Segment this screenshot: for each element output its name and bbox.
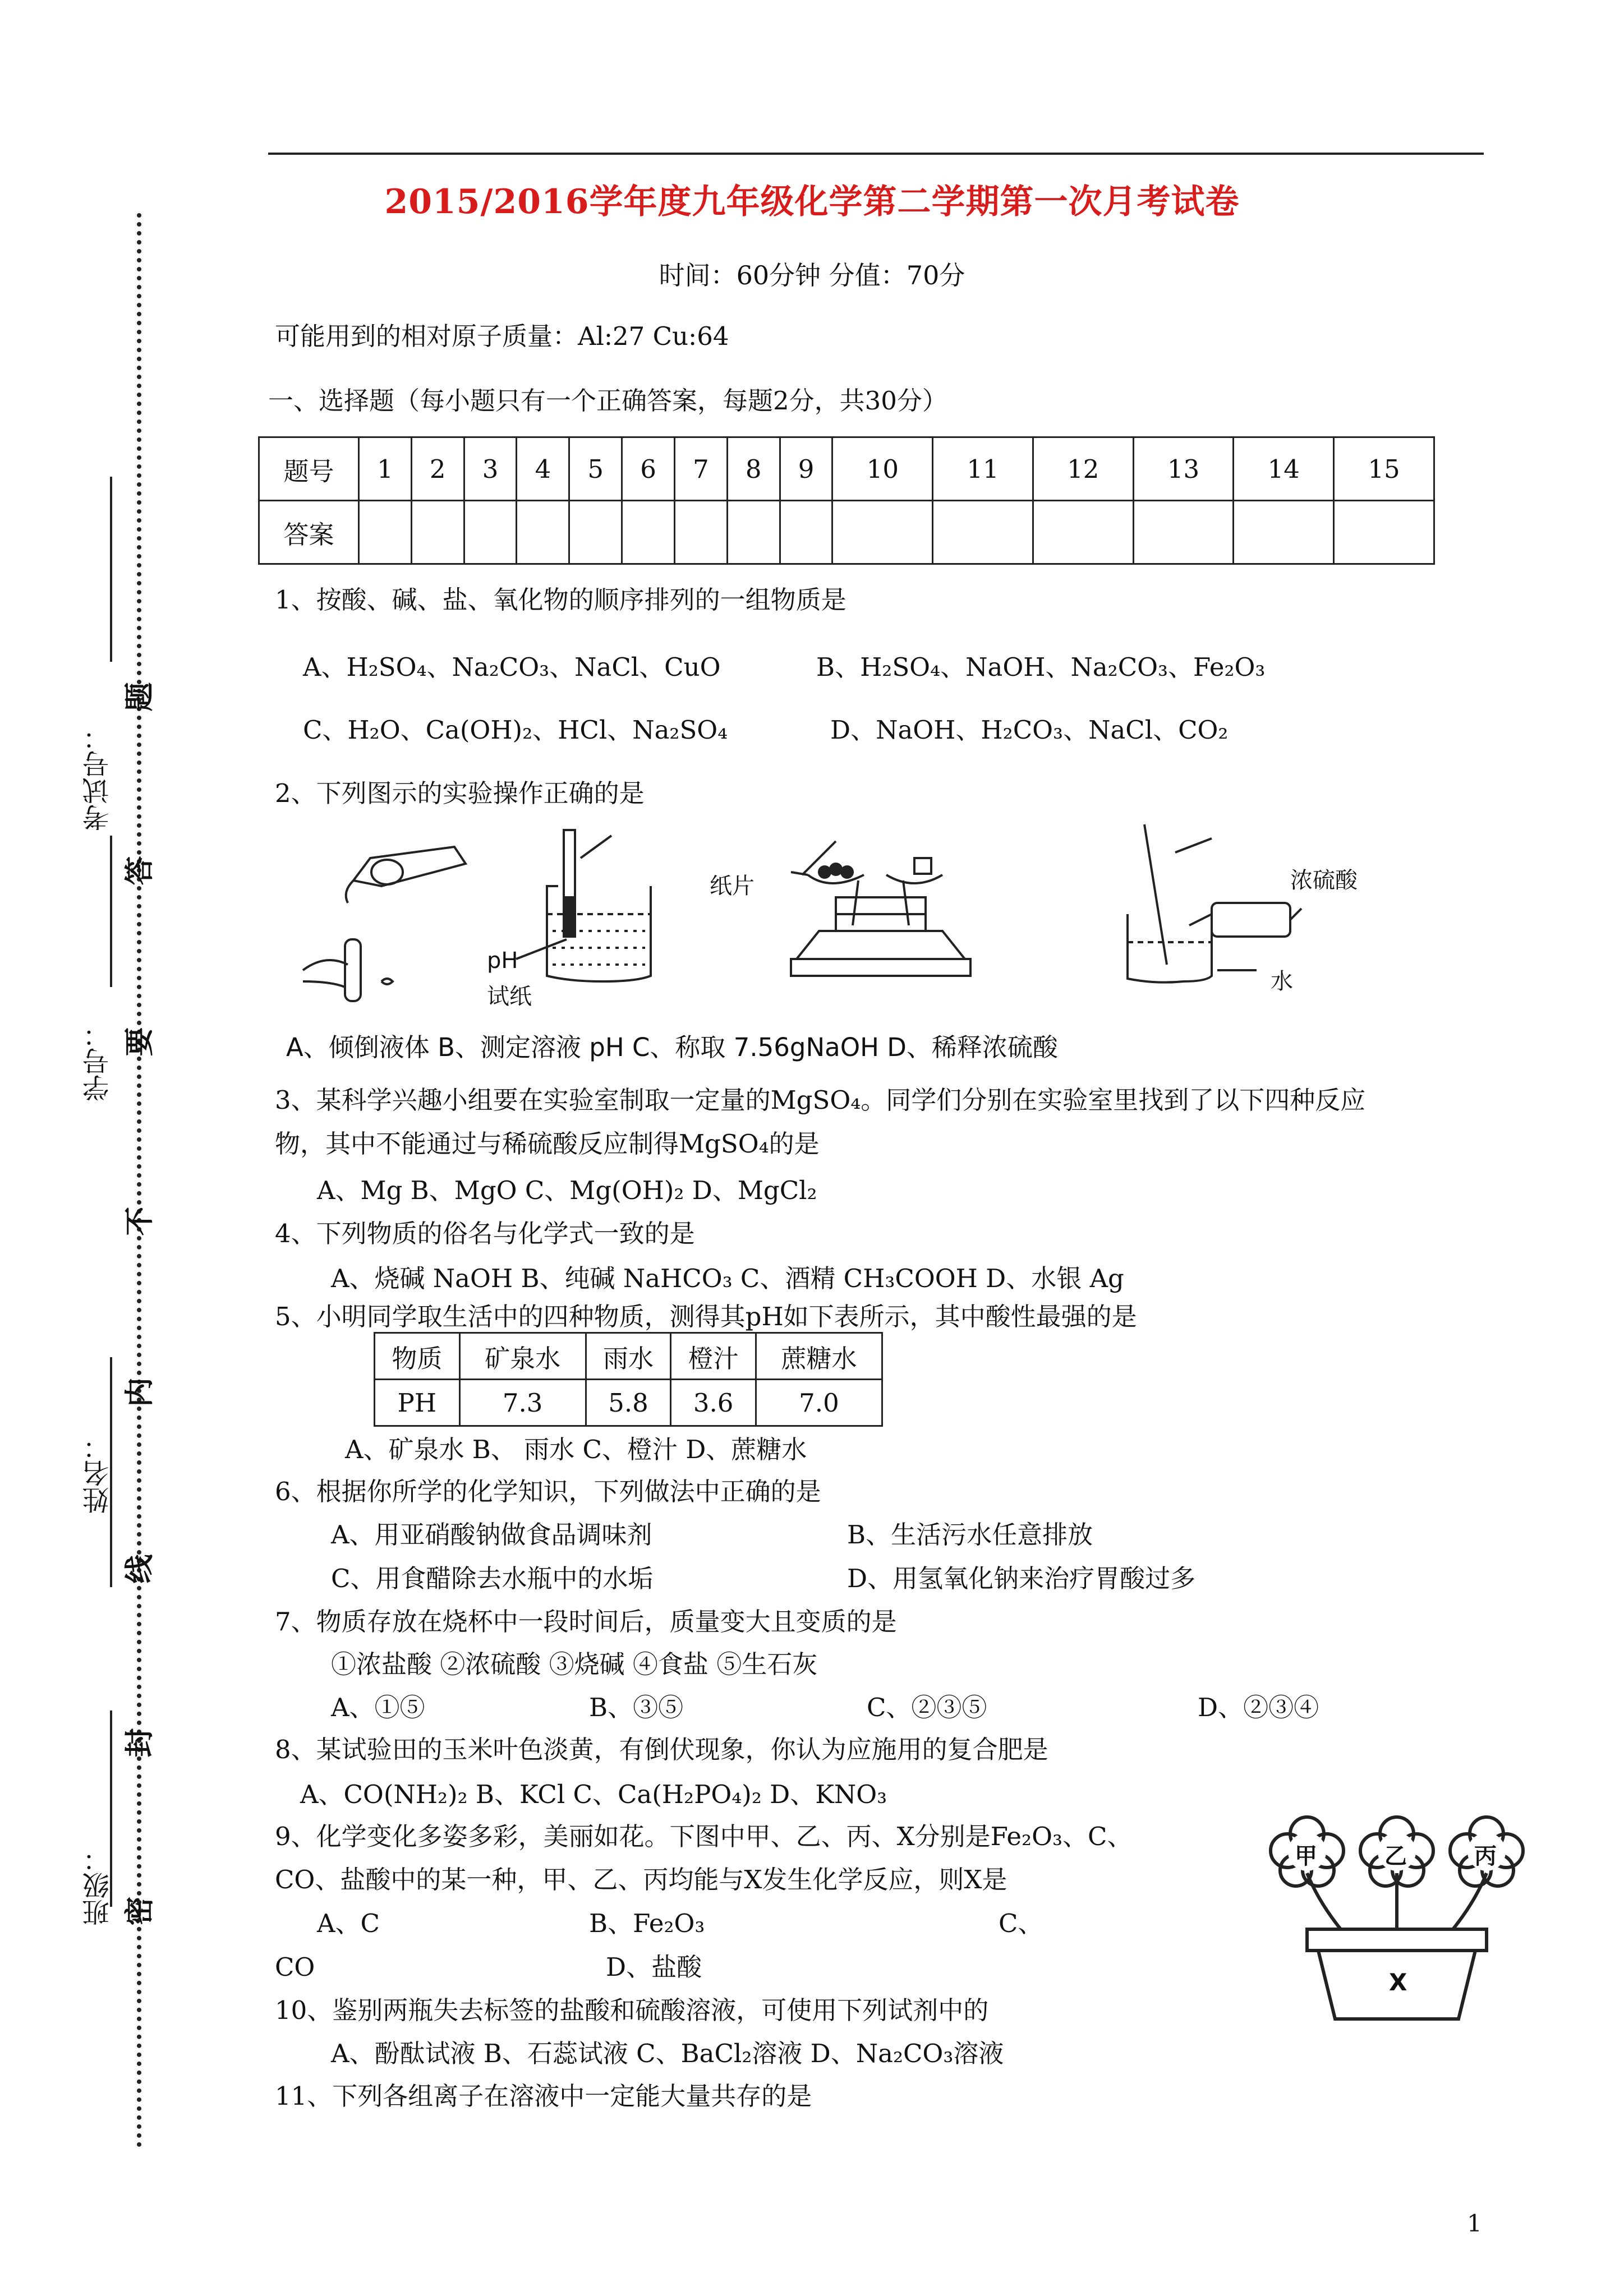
q3-stem-line2: 物，其中不能通过与稀硫酸反应制得MgSO₄的是 <box>275 1129 820 1159</box>
seal-char-mi: 密 <box>122 1896 157 1926</box>
q4-stem: 4、下列物质的俗名与化学式一致的是 <box>275 1219 695 1248</box>
ph-table-cell: 3.6 <box>671 1380 756 1426</box>
question-number-cell: 7 <box>674 437 727 501</box>
question-number-cell: 1 <box>359 437 412 501</box>
question-number-cell: 3 <box>464 437 517 501</box>
q3-options: A、Mg B、MgO C、Mg(OH)₂ D、MgCl₂ <box>317 1175 817 1205</box>
question-number-cell: 14 <box>1234 437 1334 501</box>
answer-table-answer-row <box>259 501 1434 564</box>
question-number-cell: 6 <box>622 437 675 501</box>
answer-cell[interactable] <box>780 501 832 564</box>
q9-option-c: C、 <box>999 1908 1043 1938</box>
label-banji: 班级： <box>82 1845 114 1926</box>
seal-char-nei: 内 <box>122 1377 157 1407</box>
label-paper-sheet: 纸片 <box>710 873 755 899</box>
seal-char-bu: 不 <box>122 1206 157 1236</box>
ph-measurement-figure <box>516 830 651 981</box>
q8-stem: 8、某试验田的玉米叶色淡黄，有倒伏现象，你认为应施用的复合肥是 <box>275 1735 1048 1764</box>
label-kaoshihao: 考试号： <box>82 723 114 831</box>
q4-options: A、烧碱 NaOH B、纯碱 NaHCO₃ C、酒精 CH₃COOH D、水银 Ag <box>331 1264 1124 1293</box>
q9-option-b: B、Fe₂O₃ <box>589 1908 705 1938</box>
label-concentrated-sulfuric-acid: 浓硫酸 <box>1290 868 1358 893</box>
blank-kaoshihao <box>110 477 112 662</box>
ph-table-cell: 7.3 <box>459 1380 586 1426</box>
answer-cell[interactable] <box>832 501 933 564</box>
q11-stem: 11、下列各组离子在溶液中一定能大量共存的是 <box>275 2081 812 2111</box>
seal-char-da: 答 <box>122 856 157 886</box>
q5-stem: 5、小明同学取生活中的四种物质，测得其pH如下表所示，其中酸性最强的是 <box>275 1302 1137 1331</box>
answer-cell[interactable] <box>727 501 780 564</box>
q7-option-b: B、③⑤ <box>589 1693 684 1722</box>
answer-cell[interactable] <box>569 501 622 564</box>
answer-cell[interactable] <box>464 501 517 564</box>
answer-cell[interactable] <box>359 501 412 564</box>
question-number-cell: 15 <box>1334 437 1434 501</box>
answer-cell[interactable] <box>622 501 675 564</box>
q1-stem: 1、按酸、碱、盐、氧化物的顺序排列的一组物质是 <box>275 585 846 615</box>
flower-label-bing: 丙 <box>1474 1843 1497 1869</box>
q10-stem: 10、鉴别两瓶失去标签的盐酸和硫酸溶液，可使用下列试剂中的 <box>275 1995 989 2025</box>
q5-options: A、矿泉水 B、 雨水 C、橙汁 D、蔗糖水 <box>345 1435 807 1464</box>
answer-table <box>258 436 1435 565</box>
balance-figure <box>791 841 970 976</box>
label-ph: pH <box>487 948 518 974</box>
ph-table-cell: 5.8 <box>586 1380 671 1426</box>
ph-table-header-row <box>375 1333 882 1380</box>
q2-illustrations <box>269 813 1425 1015</box>
q1-option-a: A、H₂SO₄、Na₂CO₃、NaCl、CuO <box>303 652 721 682</box>
seal-char-xian: 线 <box>122 1554 157 1584</box>
q1-option-c: C、H₂O、Ca(OH)₂、HCl、Na₂SO₄ <box>303 715 728 745</box>
q7-stem: 7、物质存放在烧杯中一段时间后，质量变大且变质的是 <box>275 1607 897 1636</box>
atomic-mass-note: 可能用到的相对原子质量：Al:27 Cu:64 <box>275 321 729 351</box>
seal-char-yao: 要 <box>122 1027 157 1057</box>
label-test-paper: 试纸 <box>487 984 532 1009</box>
question-number-cell: 11 <box>933 437 1033 501</box>
q9-stem-line1: 9、化学变化多姿多彩，美丽如花。下图中甲、乙、丙、X分别是Fe₂O₃、C、 <box>275 1822 1133 1851</box>
question-number-cell: 2 <box>411 437 464 501</box>
question-number-cell: 10 <box>832 437 933 501</box>
q2-options: A、倾倒液体 B、测定溶液 pH C、称取 7.56gNaOH D、稀释浓硫酸 <box>286 1032 1058 1062</box>
ph-table-value-row <box>375 1380 882 1426</box>
q9-option-d: D、盐酸 <box>606 1952 702 1982</box>
label-xuehao: 学号： <box>82 1021 114 1101</box>
q1-option-b: B、H₂SO₄、NaOH、Na₂CO₃、Fe₂O₃ <box>816 652 1266 682</box>
ph-table-header: 物质 <box>375 1333 460 1380</box>
ph-table-header: 雨水 <box>586 1333 671 1380</box>
page-number: 1 <box>1467 2210 1482 2237</box>
question-number-cell: 8 <box>727 437 780 501</box>
answer-cell[interactable] <box>517 501 569 564</box>
header-rule <box>268 153 1484 155</box>
ph-table-cell: 7.0 <box>756 1380 882 1426</box>
q7-option-d: D、②③④ <box>1198 1693 1319 1722</box>
ph-table-cell: PH <box>375 1380 460 1426</box>
answer-cell[interactable] <box>1234 501 1334 564</box>
answer-cell[interactable] <box>411 501 464 564</box>
ph-table-header: 蔗糖水 <box>756 1333 882 1380</box>
exam-time-score: 时间：60分钟 分值：70分 <box>659 260 965 291</box>
question-number-cell: 5 <box>569 437 622 501</box>
question-number-cell: 13 <box>1133 437 1234 501</box>
answer-cell[interactable] <box>1133 501 1234 564</box>
answer-table-row-label: 答案 <box>259 501 359 564</box>
q3-stem-line1: 3、某科学兴趣小组要在实验室制取一定量的MgSO₄。同学们分别在实验室里找到了以下四种反应 <box>275 1085 1366 1115</box>
q6-option-c: C、用食醋除去水瓶中的水垢 <box>331 1564 654 1593</box>
q8-options: A、CO(NH₂)₂ B、KCl C、Ca(H₂PO₄)₂ D、KNO₃ <box>300 1779 887 1809</box>
page-title: 2015/2016学年度九年级化学第二学期第一次月考试卷 <box>384 182 1240 222</box>
question-number-cell: 9 <box>780 437 832 501</box>
answer-cell[interactable] <box>674 501 727 564</box>
q9-option-c-cont: CO <box>275 1952 315 1982</box>
seal-char-ti: 题 <box>122 682 157 712</box>
seal-char-feng: 封 <box>122 1728 157 1758</box>
dilution-figure <box>1128 824 1301 983</box>
answer-cell[interactable] <box>933 501 1033 564</box>
q7-option-a: A、①⑤ <box>331 1693 425 1722</box>
q9-option-a: A、C <box>317 1908 380 1938</box>
pot-label-x: X <box>1389 1968 1407 1996</box>
q7-items: ①浓盐酸 ②浓硫酸 ③烧碱 ④食盐 ⑤生石灰 <box>331 1649 818 1679</box>
q7-option-c: C、②③⑤ <box>867 1693 987 1722</box>
flower-label-yi: 乙 <box>1384 1843 1407 1869</box>
question-number-cell: 4 <box>517 437 569 501</box>
q9-stem-line2: CO、盐酸中的某一种，甲、乙、丙均能与X发生化学反应，则X是 <box>275 1865 1007 1894</box>
ph-table <box>374 1332 883 1427</box>
flower-pot-figure <box>1257 1806 1537 2030</box>
question-number-cell: 12 <box>1033 437 1133 501</box>
label-xingming: 姓名： <box>82 1433 114 1514</box>
q6-stem: 6、根据你所学的化学知识，下列做法中正确的是 <box>275 1477 821 1506</box>
label-water: 水 <box>1271 969 1293 994</box>
q10-options: A、酚酞试液 B、石蕊试液 C、BaCl₂溶液 D、Na₂CO₃溶液 <box>331 2039 1004 2068</box>
flower-label-jia: 甲 <box>1295 1843 1317 1869</box>
ph-table-header: 橙汁 <box>671 1333 756 1380</box>
q6-option-d: D、用氢氧化钠来治疗胃酸过多 <box>847 1564 1196 1593</box>
answer-cell[interactable] <box>1334 501 1434 564</box>
section-heading: 一、选择题（每小题只有一个正确答案，每题2分，共30分） <box>268 386 947 416</box>
blank-xuehao <box>110 836 112 987</box>
q6-option-a: A、用亚硝酸钠做食品调味剂 <box>331 1520 652 1550</box>
answer-table-row-label: 题号 <box>259 437 359 501</box>
pouring-liquid-figure <box>303 847 466 1001</box>
seal-dotted-line <box>137 213 141 2148</box>
ph-table-header: 矿泉水 <box>459 1333 586 1380</box>
answer-cell[interactable] <box>1033 501 1133 564</box>
q1-option-d: D、NaOH、H₂CO₃、NaCl、CO₂ <box>830 715 1229 745</box>
answer-table-number-row <box>259 437 1434 501</box>
q2-stem: 2、下列图示的实验操作正确的是 <box>275 778 645 808</box>
q6-option-b: B、生活污水任意排放 <box>847 1520 1093 1550</box>
